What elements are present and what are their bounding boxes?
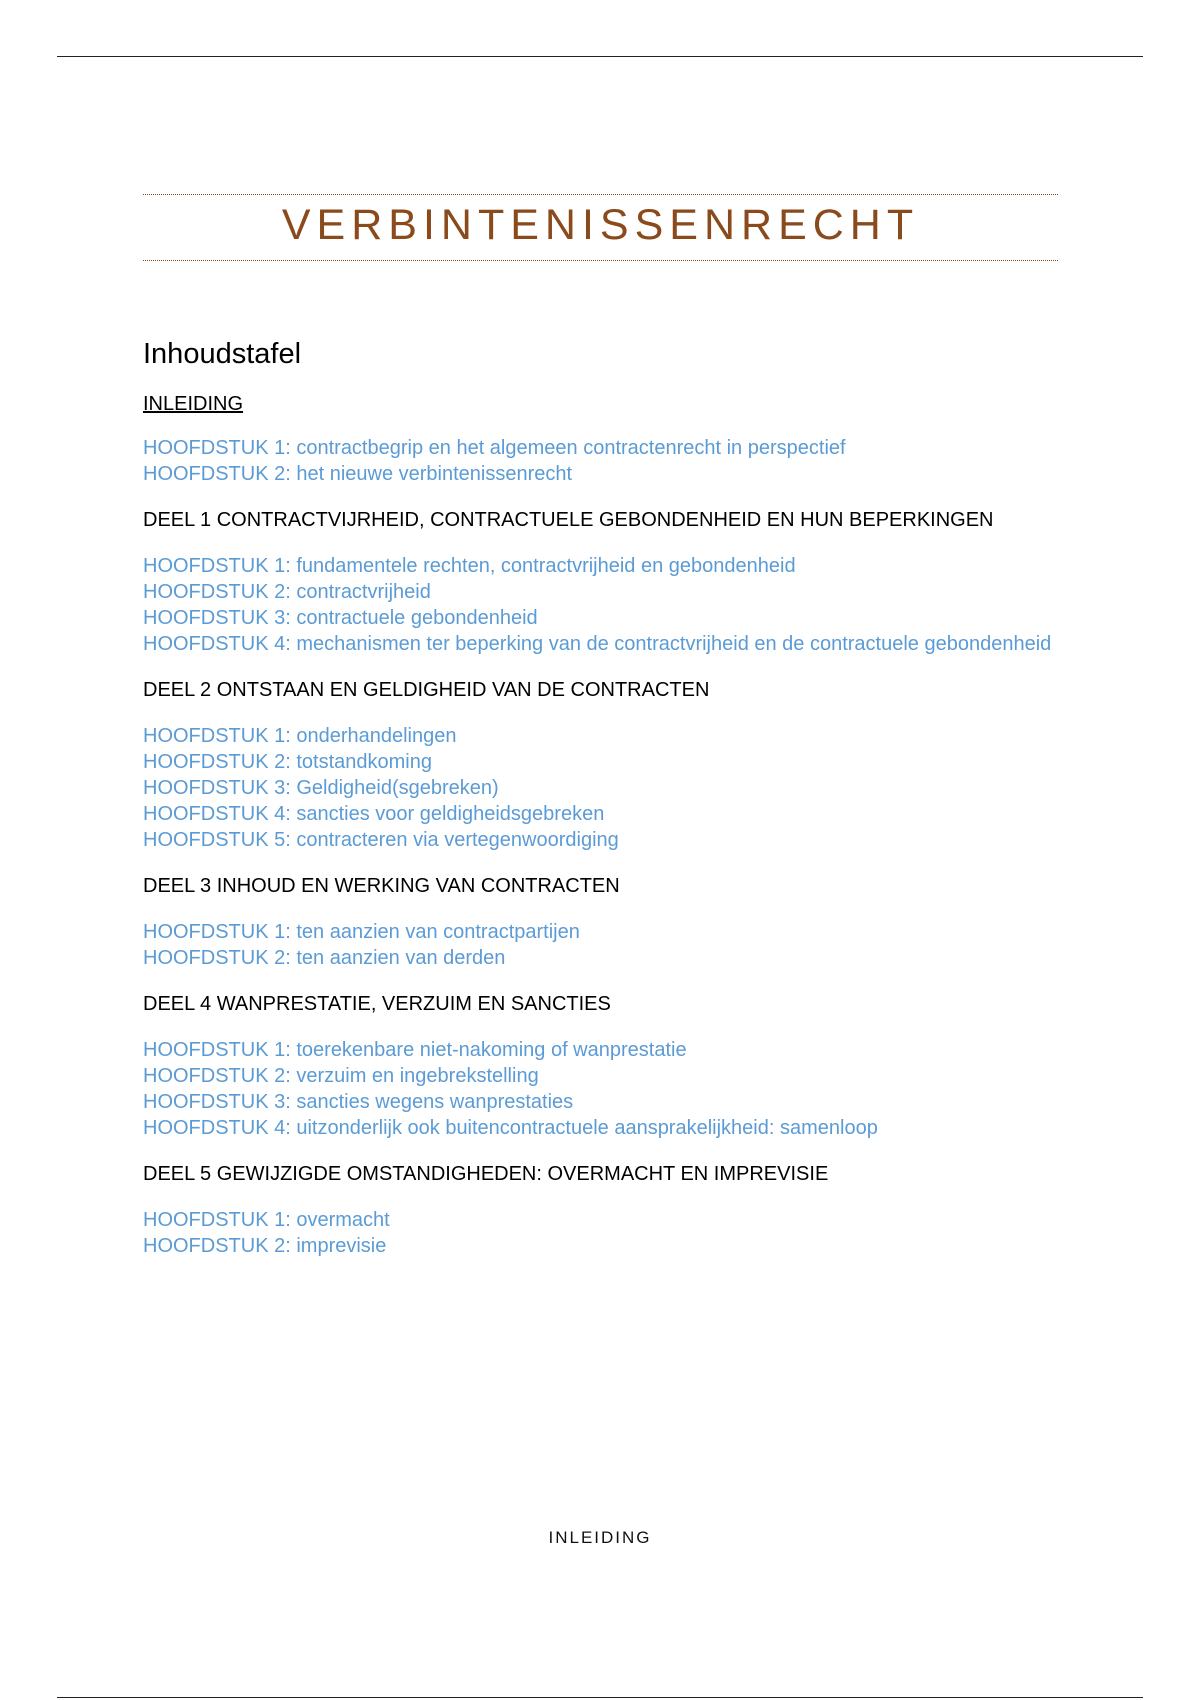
- toc-link-part2-chapter-2[interactable]: HOOFDSTUK 2: totstandkoming: [143, 751, 432, 773]
- document-title: VERBINTENISSENRECHT: [281, 201, 920, 249]
- toc-link-part2-chapter-4[interactable]: HOOFDSTUK 4: sancties voor geldigheidsgebreken: [143, 803, 605, 825]
- toc-link-part4-chapter-3[interactable]: HOOFDSTUK 3: sancties wegens wanprestaties: [143, 1091, 574, 1113]
- chapter-list: [143, 553, 1073, 657]
- part-title[interactable]: DEEL 5 GEWIJZIGDE OMSTANDIGHEDEN: OVERMACHT EN IMPREVISIE: [143, 1163, 829, 1185]
- part-title[interactable]: DEEL 1 CONTRACTVIJRHEID, CONTRACTUELE GEBONDENHEID EN HUN BEPERKINGEN: [143, 509, 994, 531]
- page-top-rule: [57, 56, 1143, 57]
- toc-link-part2-chapter-5[interactable]: HOOFDSTUK 5: contracteren via vertegenwoordiging: [143, 829, 619, 851]
- title-block: [143, 194, 1058, 261]
- toc-link-intro-chapter-2[interactable]: HOOFDSTUK 2: het nieuwe verbintenissenrecht: [143, 463, 573, 485]
- toc-link-part3-chapter-1[interactable]: HOOFDSTUK 1: ten aanzien van contractpartijen: [143, 921, 580, 943]
- toc-part-5: [143, 1162, 1073, 1259]
- part-title[interactable]: DEEL 2 ONTSTAAN EN GELDIGHEID VAN DE CONTRACTEN: [143, 679, 710, 701]
- intro-label[interactable]: INLEIDING: [143, 393, 244, 415]
- chapter-list: [143, 723, 1073, 853]
- chapter-list: [143, 1207, 1073, 1259]
- toc-part-3: [143, 874, 1073, 971]
- chapter-list: [143, 919, 1073, 971]
- toc-link-intro-chapter-1[interactable]: HOOFDSTUK 1: contractbegrip en het algemeen contractenrecht in perspectief: [143, 437, 846, 459]
- part-title[interactable]: DEEL 3 INHOUD EN WERKING VAN CONTRACTEN: [143, 875, 620, 897]
- toc-link-part4-chapter-2[interactable]: HOOFDSTUK 2: verzuim en ingebrekstelling: [143, 1065, 539, 1087]
- part-title[interactable]: DEEL 4 WANPRESTATIE, VERZUIM EN SANCTIES: [143, 993, 611, 1015]
- toc-link-part1-chapter-3[interactable]: HOOFDSTUK 3: contractuele gebondenheid: [143, 607, 538, 629]
- page-footer-label: INLEIDING: [548, 1528, 652, 1547]
- toc-part-4: [143, 992, 1073, 1141]
- table-of-contents: [143, 336, 1073, 1259]
- toc-link-part5-chapter-2[interactable]: HOOFDSTUK 2: imprevisie: [143, 1235, 387, 1257]
- toc-link-part2-chapter-3[interactable]: HOOFDSTUK 3: Geldigheid(sgebreken): [143, 777, 499, 799]
- toc-link-part4-chapter-4[interactable]: HOOFDSTUK 4: uitzonderlijk ook buitencontractuele aansprakelijkheid: samenloop: [143, 1117, 878, 1139]
- chapter-list: [143, 1037, 1073, 1141]
- toc-link-part4-chapter-1[interactable]: HOOFDSTUK 1: toerekenbare niet-nakoming of wanprestatie: [143, 1039, 687, 1061]
- page-bottom-rule: [57, 1697, 1143, 1698]
- toc-link-part1-chapter-2[interactable]: HOOFDSTUK 2: contractvrijheid: [143, 581, 431, 603]
- toc-link-part2-chapter-1[interactable]: HOOFDSTUK 1: onderhandelingen: [143, 725, 457, 747]
- toc-link-part3-chapter-2[interactable]: HOOFDSTUK 2: ten aanzien van derden: [143, 947, 506, 969]
- toc-heading: Inhoudstafel: [143, 338, 302, 370]
- toc-link-part1-chapter-1[interactable]: HOOFDSTUK 1: fundamentele rechten, contractvrijheid en gebondenheid: [143, 555, 796, 577]
- toc-part-2: [143, 678, 1073, 853]
- toc-part-1: [143, 508, 1073, 657]
- toc-link-part1-chapter-4[interactable]: HOOFDSTUK 4: mechanismen ter beperking van de contractvrijheid en de contractuele gebondenheid: [143, 633, 1052, 655]
- intro-chapter-list: [143, 435, 1073, 487]
- toc-link-part5-chapter-1[interactable]: HOOFDSTUK 1: overmacht: [143, 1209, 390, 1231]
